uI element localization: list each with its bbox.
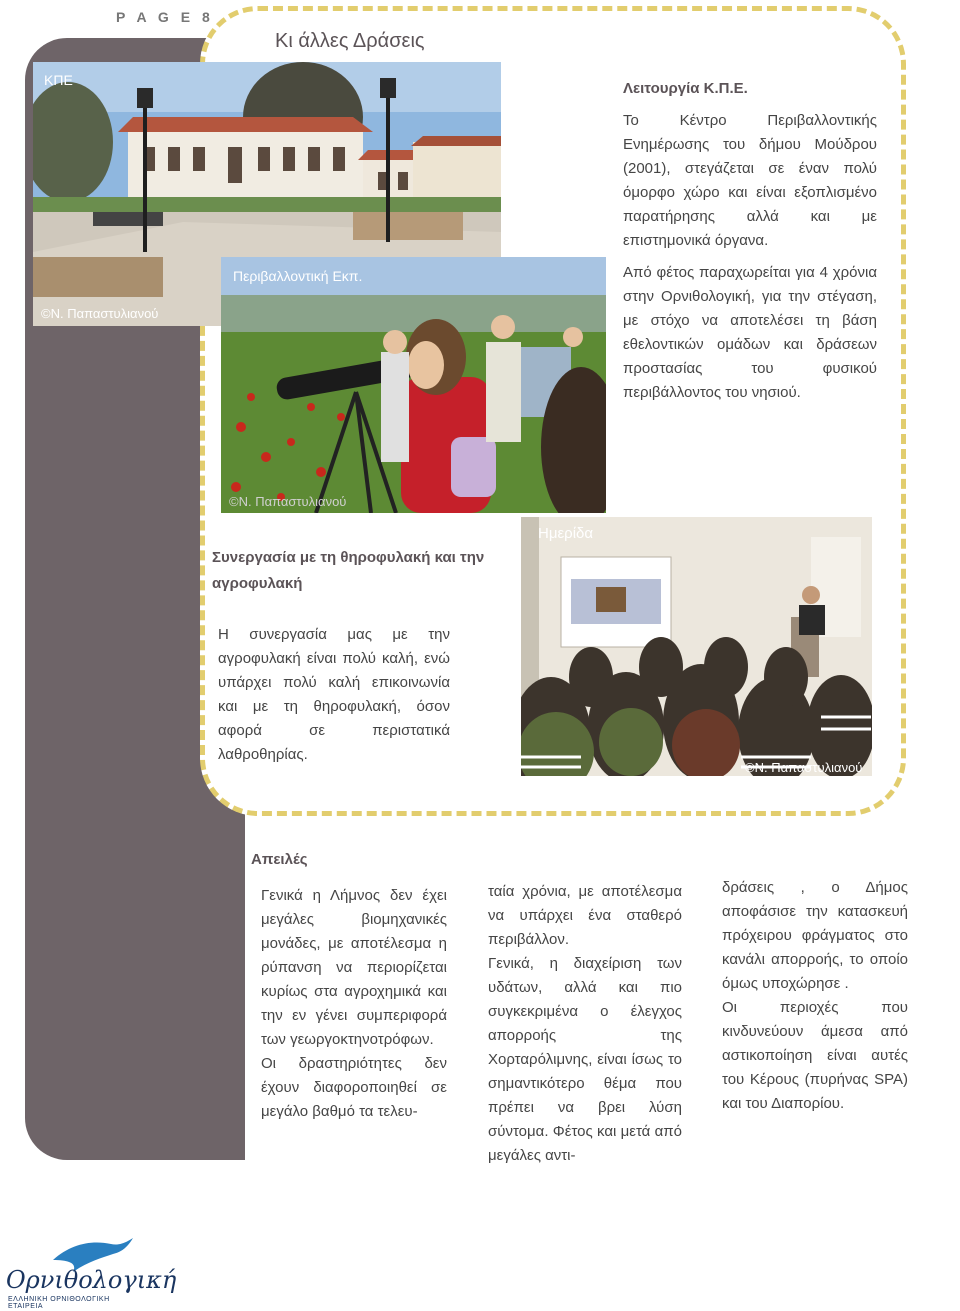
page-number: P A G E 8: [116, 9, 214, 25]
threats-column-1: [261, 884, 447, 1124]
cooperation-text: Η συνεργασία μας με την αγροφυλακή είναι πολύ καλή, ενώ υπάρχει πολύ καλή επικοινωνία και με τη θηροφυλακή, όσον αφορά σε περιστατικά λαθροθηρίας.: [218, 626, 450, 763]
kpe-heading: Λειτουργία Κ.Π.Ε.: [623, 80, 748, 97]
kpe-photo-caption: ΚΠΕ: [44, 72, 73, 88]
ornithologiki-logo: [6, 1238, 177, 1310]
threats-paragraph: Γενικά, η διαχείριση των υδάτων, αλλά και πιο συγκεκριμένα ο έλεγχος απορροής της Χορταρόλιμνης, είναι ίσως το σημαντικότερο θέμα που πρέπει να βρει λύση σύντομα. Φέτος και μετά από μεγάλες αντι-: [488, 955, 682, 1164]
cooperation-heading: Συνεργασία με τη θηροφυλακή και την αγροφυλακή: [212, 549, 485, 592]
threats-paragraph: ταία χρόνια, με αποτέλεσμα να υπάρχει ένα σταθερό περιβάλλον.: [488, 883, 682, 948]
kpe-photo-credit: ©Ν. Παπαστυλιανού: [41, 306, 159, 321]
kpe-paragraph: Το Κέντρο Περιβαλλοντικής Ενημέρωσης του δήμου Μούδρου (2001), στεγάζεται σε έναν πολύ όμορφο χώρο και είναι εξοπλισμένο παρατήρησης αλλά και με επιστημονικά όργανα.: [623, 112, 877, 249]
threats-column-3: [722, 876, 908, 1116]
education-photo-credit: ©Ν. Παπαστυλιανού: [229, 494, 347, 509]
page-title: Κι άλλες Δράσεις: [275, 30, 425, 52]
threats-paragraph: Οι δραστηριότητες δεν έχουν διαφοροποιηθεί σε μεγάλο βαθμό τα τελευ-: [261, 1055, 447, 1120]
seminar-photo-credit: ©Ν. Παπαστυλιανού: [745, 760, 863, 775]
education-photo-caption: Περιβαλλοντική Εκπ.: [233, 268, 363, 284]
education-photo: [221, 257, 606, 513]
logo-subtitle: ΕΛΛΗΝΙΚΗ ΟΡΝΙΘΟΛΟΓΙΚΗ ΕΤΑΙΡΕΙΑ: [8, 1296, 110, 1310]
threats-heading: Απειλές: [251, 851, 308, 868]
seminar-photo: [521, 517, 872, 776]
logo-name: Ορνιθολογική: [6, 1266, 177, 1294]
kpe-text: [623, 109, 877, 405]
threats-column-2: [488, 880, 682, 1168]
threats-paragraph: Οι περιοχές που κινδυνεύουν άμεσα από αστικοποίηση είναι αυτές του Κέρους (πυρήνας SPA) και του Διαπορίου.: [722, 999, 908, 1112]
seminar-photo-caption: Ημερίδα: [538, 525, 594, 542]
threats-paragraph: Γενικά η Λήμνος δεν έχει μεγάλες βιομηχανικές μονάδες, με αποτέλεσμα η ρύπανση να περιορίζεται κυρίως στα αγροχημικά και την εν γένει συμπεριφορά των γεωργοκτηνοτρόφων.: [261, 887, 447, 1048]
threats-paragraph: δράσεις , ο Δήμος αποφάσισε την κατασκευή πρόχειρου φράγματος στο κανάλι απορροής, το οποίο όμως υποχώρησε .: [722, 879, 908, 992]
kpe-paragraph: Από φέτος παραχωρείται για 4 χρόνια στην Ορνιθολογική, για την στέγαση, με στόχο να αποτελέσει τη βάση εθελοντικών ομάδων και δράσεων προστασίας του φυσικού περιβάλλοντος του νησιού.: [623, 264, 877, 401]
